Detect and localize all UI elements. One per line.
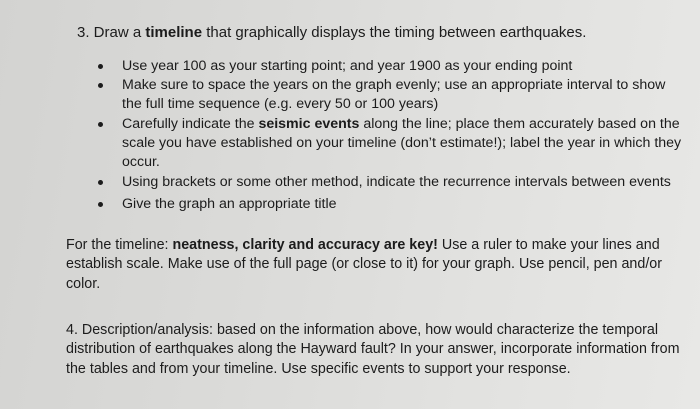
- bullet-text-pre: Carefully indicate the: [122, 116, 259, 132]
- timeline-requirements-list: [98, 57, 698, 214]
- instructions-prefix: For the timeline:: [66, 237, 173, 253]
- question-3-prefix: 3. Draw a: [77, 24, 146, 41]
- list-item: [98, 195, 682, 214]
- bullet-text: Make sure to space the years on the graph evenly; use an appropriate interval to show the full time sequence (e.g. every 50 or 100 years): [122, 77, 666, 112]
- bullet-icon: [98, 202, 103, 207]
- bullet-text: Give the graph an appropriate title: [122, 196, 337, 212]
- timeline-instructions: [66, 236, 696, 294]
- instructions-bold: neatness, clarity and accuracy are key!: [172, 237, 438, 253]
- bullet-icon: [98, 83, 103, 88]
- list-item: [98, 115, 694, 172]
- list-item: [98, 76, 687, 114]
- bullet-icon: [98, 122, 103, 127]
- bullet-text: Using brackets or some other method, indicate the recurrence intervals between events: [122, 174, 671, 190]
- bullet-icon: [98, 64, 103, 69]
- bullet-icon: [98, 180, 103, 185]
- bullet-text: Use year 100 as your starting point; and year 1900 as your ending point: [122, 58, 573, 74]
- question-3-suffix: that graphically displays the timing between earthquakes.: [202, 24, 587, 41]
- bullet-text-post: along the line; place them accurately based on the scale you have established on your timeline (don’t estimate!); label the year in which they occur.: [122, 116, 682, 170]
- list-item: [98, 57, 682, 76]
- instructions-suffix: Use a ruler to make your lines and establish scale. Make use of the full page (or close to it) for your graph. Use pencil, pen and/or color.: [66, 237, 663, 292]
- question-3-heading: [77, 23, 586, 43]
- bullet-text-bold: seismic events: [258, 116, 360, 132]
- list-item: [98, 173, 700, 192]
- question-3-bold-term: timeline: [145, 24, 203, 41]
- question-4-text: 4. Description/analysis: based on the information above, how would characterize the temporal distribution of earthquakes along the Hayward fault? In your answer, incorporate information from the tables and from your timeline. Use specific events to support your response.: [66, 322, 680, 377]
